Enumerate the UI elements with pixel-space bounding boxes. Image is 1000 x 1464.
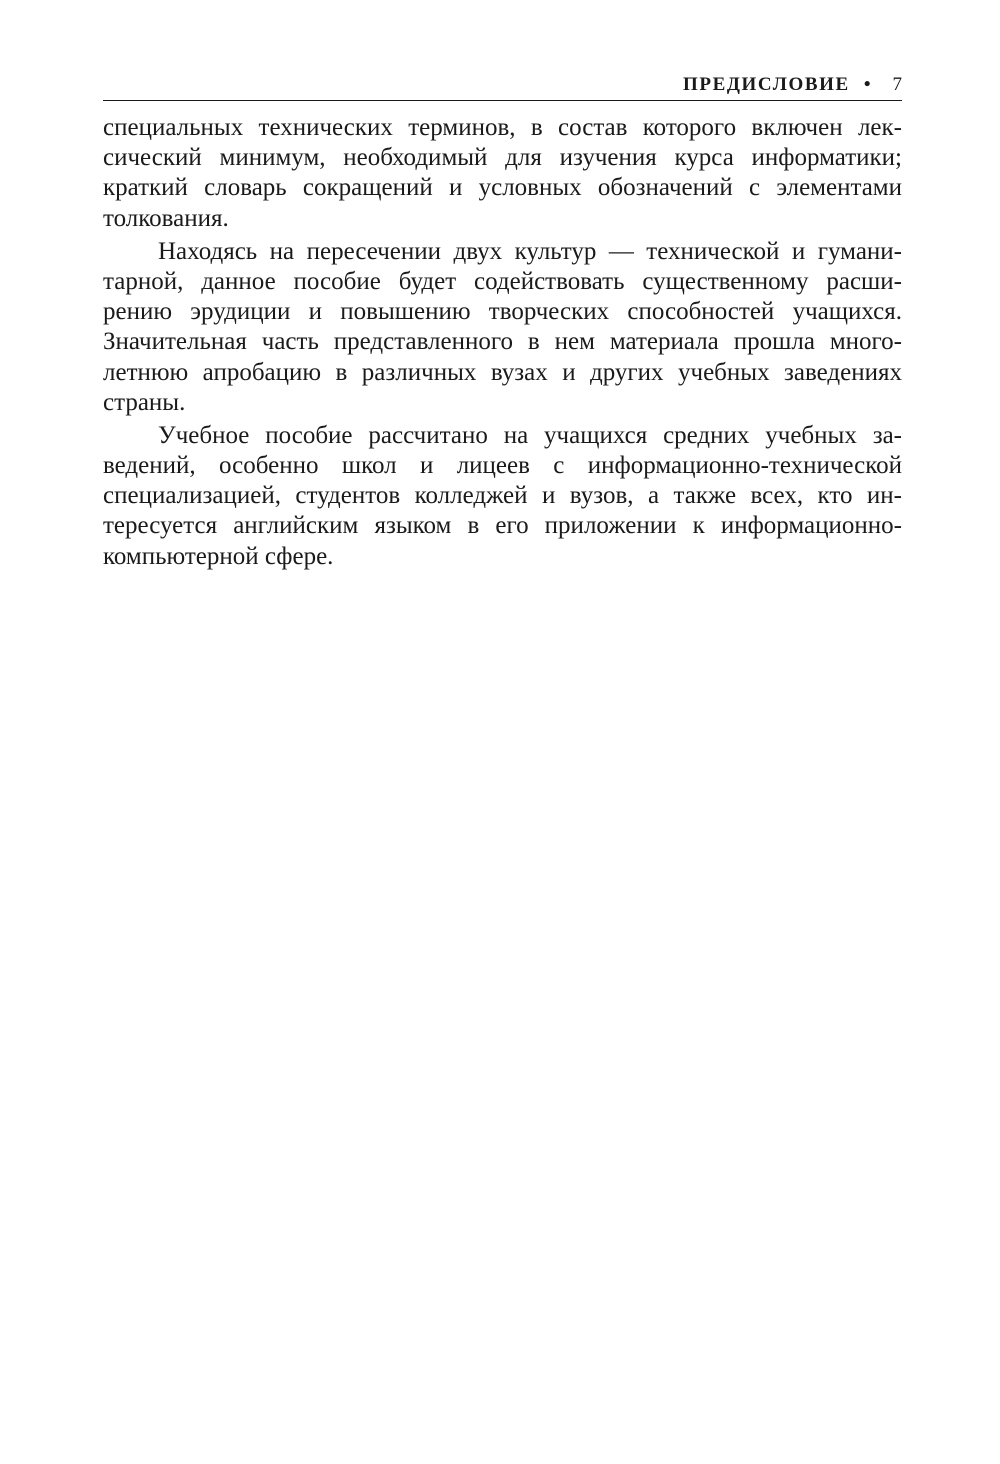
- text-line: краткий словарь сокращений и условных обозначений с элементами: [103, 174, 902, 202]
- text-line: компьютерной сфере.: [103, 542, 334, 570]
- running-header-title: ПРЕДИСЛОВИЕ: [683, 74, 850, 95]
- paragraph-continuation: [103, 113, 902, 234]
- paragraph-two-cultures: [103, 237, 902, 418]
- text-line: рению эрудиции и повышению творческих способностей учащихся.: [103, 298, 902, 326]
- running-header: [103, 74, 902, 101]
- text-line: специальных технических терминов, в состав которого включен лек-: [103, 114, 902, 141]
- text-line: тересуется английским языком в его приложении к информационно-: [103, 512, 902, 540]
- text-line: Находясь на пересечении двух культур — технической и гумани-: [158, 237, 902, 265]
- page-number: 7: [892, 74, 902, 95]
- text-line: Значительная часть представленного в нем материала прошла много-: [103, 328, 902, 356]
- text-line: толкования.: [103, 204, 229, 232]
- text-line: ведений, особенно школ и лицеев с информационно-технической: [103, 452, 902, 480]
- paragraph-audience: [103, 421, 902, 572]
- page-body: [103, 113, 902, 572]
- text-line: сический минимум, необходимый для изучения курса информатики;: [103, 144, 902, 172]
- text-line: тарной, данное пособие будет содействовать существенному расши-: [103, 267, 902, 295]
- text-line: Учебное пособие рассчитано на учащихся средних учебных за-: [158, 421, 902, 449]
- text-line: страны.: [103, 388, 186, 416]
- text-line: летнюю апробацию в различных вузах и других учебных заведениях: [103, 358, 902, 386]
- bullet-separator: •: [863, 74, 871, 95]
- text-line: специализацией, студентов колледжей и вузов, а также всех, кто ин-: [103, 482, 902, 510]
